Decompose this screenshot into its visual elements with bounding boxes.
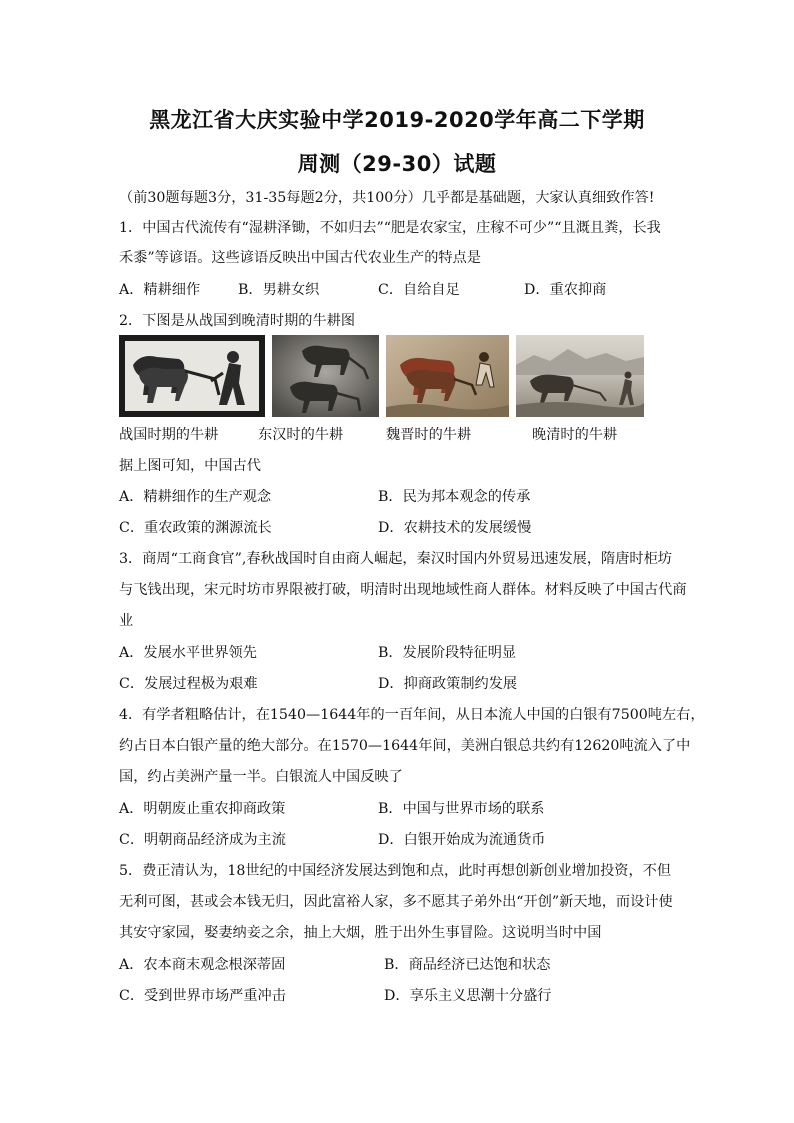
- exam-title-line1: 黑龙江省大庆实验中学2019-2020学年高二下学期: [149, 108, 645, 132]
- q3-option-c: C．发展过程极为艰难: [119, 676, 258, 692]
- q5-option-c: C．受到世界市场严重冲击: [119, 988, 286, 1004]
- q2-option-a: A．精耕细作的生产观念: [119, 489, 272, 505]
- q4-option-a: A．明朝废止重农抑商政策: [119, 801, 286, 817]
- q5-stem-line3: 其安守家园，娶妻纳妾之余，抽上大烟，胜于出外生事冒险。这说明当时中国: [119, 925, 602, 941]
- q2-stem: 2．下图是从战国到晚清时期的牛耕图: [119, 313, 356, 329]
- late-qing-ox-plough-image: [516, 335, 644, 417]
- q5-option-a: A．农本商末观念根深蒂固: [119, 957, 286, 973]
- q3-option-a: A．发展水平世界领先: [119, 645, 257, 661]
- q5-option-b: B．商品经济已达饱和状态: [384, 957, 551, 973]
- q5-stem-line1: 5．费正清认为，18世纪的中国经济发展达到饱和点，此时再想创新创业增加投资，不但: [119, 863, 672, 879]
- q4-stem-line1: 4．有学者粗略估计，在1540—1644年的一百年间，从日本流人中国的白银有7500吨左右，: [119, 707, 705, 723]
- q3-stem-line1: 3．商周“工商食官”,春秋战国时自由商人崛起，秦汉时国内外贸易迅速发展，隋唐时柜坊: [119, 551, 672, 567]
- instructions: （前30题每题3分，31-35每题2分，共100分）几乎都是基础题，大家认真细致作答!: [119, 190, 655, 206]
- caption-late-qing: 晚清时的牛耕: [532, 427, 618, 443]
- q1-stem-line2: 禾黍”等谚语。这些谚语反映出中国古代农业生产的特点是: [119, 250, 481, 266]
- q1-stem-line1: 1．中国古代流传有“湿耕泽锄，不如归去”“肥是农家宝，庄稼不可少”“且溉且粪，长我: [119, 220, 661, 236]
- q4-stem-line2: 约占日本白银产量的绝大部分。在1570—1644年间，美洲白银总共约有12620吨流入了中: [119, 738, 691, 754]
- q1-option-b: B．男耕女织: [238, 282, 320, 298]
- q3-stem-line2: 与飞钱出现，宋元时坊市界限被打破，明清时出现地域性商人群体。材料反映了中国古代商: [119, 582, 687, 598]
- q1-option-c: C．自给自足: [378, 282, 460, 298]
- q5-stem-line2: 无利可图，甚或会本钱无归，因此富裕人家，多不愿其子弟外出“开创”新天地，而设计使: [119, 894, 673, 910]
- q5-option-d: D．享乐主义思潮十分盛行: [384, 988, 552, 1004]
- q3-option-b: B．发展阶段特征明显: [378, 645, 517, 661]
- q4-option-d: D．白银开始成为流通货币: [378, 832, 546, 848]
- caption-eastern-han: 东汉时的牛耕: [258, 427, 344, 443]
- eastern-han-ox-plough-image: [272, 335, 379, 417]
- q3-option-d: D．抑商政策制约发展: [378, 676, 518, 692]
- warring-states-ox-plough-image: [119, 335, 265, 417]
- caption-wei-jin: 魏晋时的牛耕: [386, 427, 472, 443]
- q2-option-b: B．民为邦本观念的传承: [378, 489, 531, 505]
- exam-title-line2: 周测（29-30）试题: [297, 152, 497, 176]
- q4-option-b: B．中国与世界市场的联系: [378, 801, 545, 817]
- q2-lead: 据上图可知，中国古代: [119, 458, 261, 474]
- q1-option-a: A．精耕细作: [119, 282, 201, 298]
- q1-option-d: D．重农抑商: [524, 282, 607, 298]
- q4-option-c: C．明朝商品经济成为主流: [119, 832, 286, 848]
- q2-option-c: C．重农政策的渊源流长: [119, 520, 272, 536]
- q3-stem-line3: 业: [119, 613, 134, 629]
- q4-stem-line3: 国，约占美洲产量一半。白银流人中国反映了: [119, 769, 403, 785]
- q2-option-d: D．农耕技术的发展缓慢: [378, 520, 532, 536]
- wei-jin-ox-plough-image: [386, 335, 509, 417]
- caption-warring-states: 战国时期的牛耕: [119, 427, 219, 443]
